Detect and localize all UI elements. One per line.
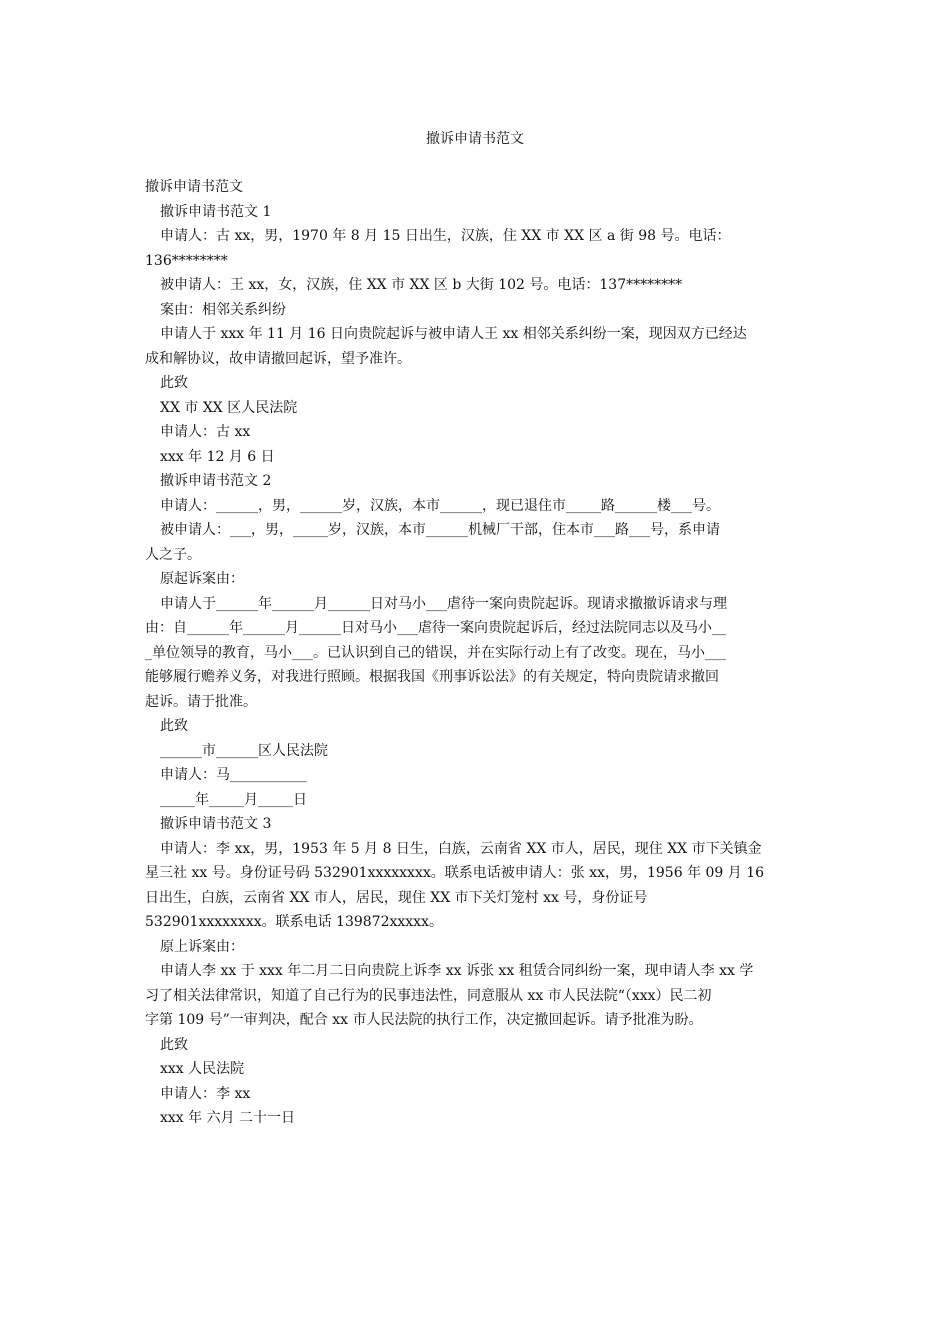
text-line: 案由：相邻关系纠纷: [160, 301, 286, 318]
text-line: 136********: [145, 252, 228, 269]
text-line: xxx 年 六月 二十一日: [160, 1110, 296, 1126]
text-line: 申请人：李 xx，男，1953 年 5 月 8 日生，白族，云南省 XX 市人，居民，现住 XX 市下关镇金: [160, 840, 762, 857]
text-line: 撤诉申请书范文: [145, 179, 243, 195]
text-line: 撤诉申请书范文 1: [160, 203, 272, 220]
text-line: _____年_____月_____日: [160, 791, 307, 808]
text-line: 申请人于______年______月______日对马小___虐待一案向贵院起诉。现请求撤撤诉请求与理: [160, 595, 727, 612]
text-line: 申请人：古 xx，男，1970 年 8 月 15 日出生，汉族，住 XX 市 XX 区 a 街 98 号。电话：: [160, 228, 731, 244]
document-title: 撤诉申请书范文: [426, 131, 524, 147]
text-line: 申请人于 xxx 年 11 月 16 日向贵院起诉与被申请人王 xx 相邻关系纠纷一案，现因双方已经达: [160, 326, 747, 342]
text-line: 被申请人：王 xx，女，汉族，住 XX 市 XX 区 b 大街 102 号。电话：137********: [160, 277, 683, 293]
text-line: 此致: [160, 1036, 188, 1053]
text-line: 原上诉案由：: [160, 938, 244, 955]
text-line: XX 市 XX 区人民法院: [160, 399, 298, 416]
text-line: xxx 年 12 月 6 日: [160, 448, 275, 465]
text-line: 日出生，白族，云南省 XX 市人，居民，现住 XX 市下关灯笼村 xx 号，身份证号: [145, 889, 648, 906]
text-line: 人之子。: [145, 546, 201, 563]
text-line: xxx 人民法院: [160, 1061, 245, 1077]
text-line: 字第 109 号”一审判决，配合 xx 市人民法院的执行工作，决定撤回起诉。请予批准为盼。: [145, 1012, 703, 1028]
text-line: 起诉。请于批准。: [145, 693, 257, 710]
text-line: 申请人：______，男，______岁，汉族，本市______，现已退住市_____路______楼___号。: [160, 497, 720, 514]
text-line: 被申请人：___，男，_____岁，汉族，本市______机械厂干部，住本市___路___号，系申请: [160, 522, 720, 538]
text-line: 能够履行赡养义务，对我进行照顾。根据我国《刑事诉讼法》的有关规定，特向贵院请求撤回: [145, 669, 719, 685]
document-body: [145, 175, 811, 1131]
text-line: 星三社 xx 号。身份证号码 532901xxxxxxxx。联系电话被申请人：张 xx，男，1956 年 09 月 16: [145, 865, 765, 881]
text-line: 撤诉申请书范文 3: [160, 816, 272, 832]
text-line: _单位领导的教育，马小___。已认识到自己的错误，并在实际行动上有了改变。现在，马小___: [145, 644, 726, 661]
text-line: 成和解协议，故申请撤回起诉，望予准许。: [145, 350, 411, 367]
text-line: 申请人：李 xx: [160, 1085, 251, 1102]
text-line: 原起诉案由：: [160, 571, 244, 587]
text-line: 习了相关法律常识，知道了自己行为的民事违法性，同意服从 xx 市人民法院“（xxx）民二初: [145, 987, 712, 1004]
text-line: 此致: [160, 718, 188, 734]
text-line: 申请人李 xx 于 xxx 年二月二日向贵院上诉李 xx 诉张 xx 租赁合同纠纷一案，现申请人李 xx 学: [160, 963, 754, 979]
text-line: ______市______区人民法院: [160, 742, 328, 759]
text-line: 申请人：古 xx: [160, 424, 251, 440]
text-line: 撤诉申请书范文 2: [160, 473, 272, 489]
text-line: 此致: [160, 375, 188, 391]
text-line: 申请人：马___________: [160, 767, 307, 783]
text-line: 由：自______年______月______日对马小___虐待一案向贵院起诉后，经过法院同志以及马小__: [145, 620, 726, 636]
text-line: 532901xxxxxxxx。联系电话 139872xxxxx。: [145, 914, 443, 930]
